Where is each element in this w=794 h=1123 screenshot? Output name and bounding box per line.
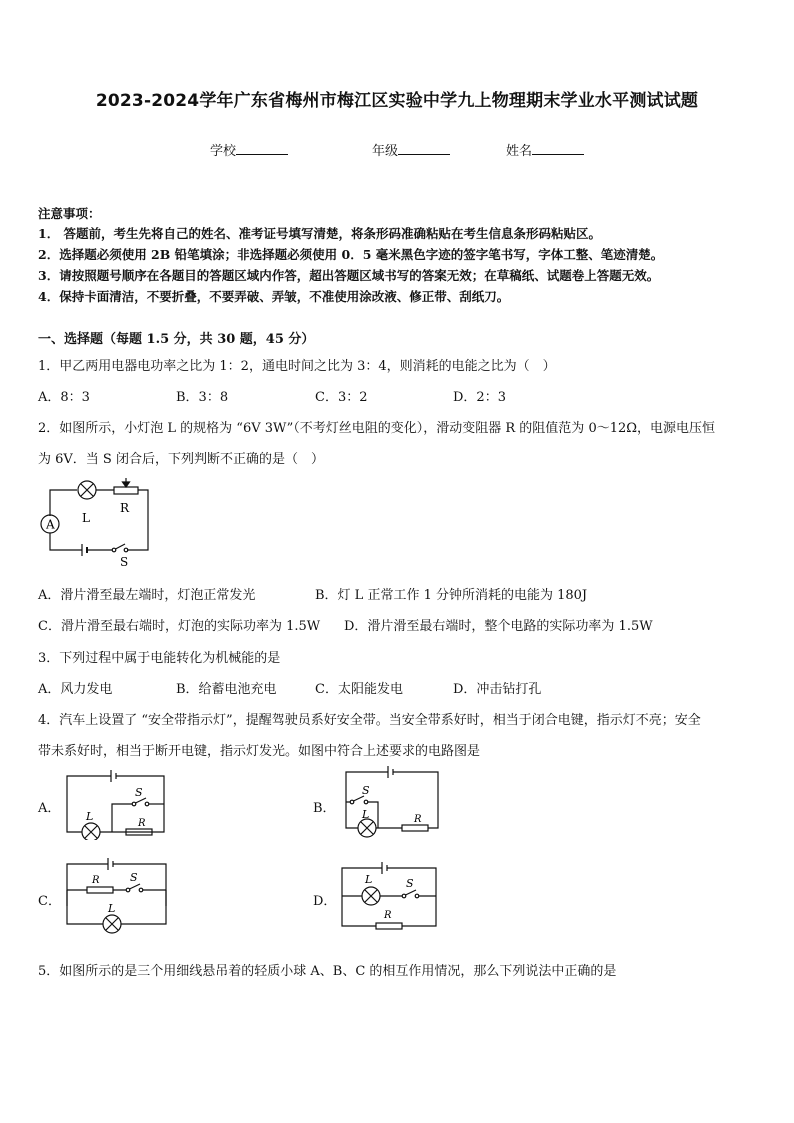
note-item: 2．选择题必须使用 2B 铅笔填涂；非选择题必须使用 0．5 毫米黑色字迹的签字笔书写，字体工整、笔迹清楚。 [38, 247, 664, 262]
grade-field [372, 140, 450, 159]
rheostat-label: R [120, 501, 130, 515]
resistor-label: R [414, 814, 422, 825]
q2-option-c: C．滑片滑至最右端时，灯泡的实际功率为 1.5W [38, 619, 321, 634]
q4-option-b-label: B． [313, 801, 336, 816]
grade-blank [398, 142, 450, 155]
q4-stem-line2: 带未系好时，相当于断开电键，指示灯发光。如图中符合上述要求的电路图是 [38, 744, 481, 759]
q1-option-d: D．2：3 [453, 390, 506, 405]
q2-circuit-diagram [36, 476, 156, 572]
switch-label: S [130, 871, 138, 884]
q1-option-c: C．3：2 [315, 390, 368, 405]
q4-option-a-label: A． [38, 801, 61, 816]
q2-option-a: A．滑片滑至最左端时，灯泡正常发光 [38, 588, 256, 603]
switch-label: S [362, 784, 370, 797]
note-item: 4．保持卡面清洁，不要折叠，不要弄破、弄皱，不准使用涂改液、修正带、刮纸刀。 [38, 289, 510, 304]
q3-option-c: C．太阳能发电 [315, 682, 403, 697]
switch-label: S [120, 555, 129, 569]
lamp-label: L [82, 511, 90, 525]
notes-heading: 注意事项： [38, 206, 101, 221]
q4-stem-line1: 4．汽车上设置了 “安全带指示灯”，提醒驾驶员系好安全带。当安全带系好时，相当于闭合电键，指示灯不亮；安全 [38, 713, 701, 728]
page-title: 2023-2024学年广东省梅州市梅江区实验中学九上物理期末学业水平测试试题 [95, 91, 699, 111]
q3-stem: 3．下列过程中属于电能转化为机械能的是 [38, 651, 281, 666]
name-label: 姓名 [506, 144, 533, 159]
section-heading: 一、选择题（每题 1.5 分，共 30 题，45 分） [38, 332, 315, 347]
q3-option-a: A．风力发电 [38, 682, 113, 697]
ammeter-label: A [46, 517, 55, 532]
q4-option-d-label: D． [313, 894, 337, 909]
q2-option-b: B．灯 L 正常工作 1 分钟所消耗的电能为 180J [315, 588, 588, 603]
q4-circuit-c [62, 856, 174, 938]
resistor-label: R [384, 910, 392, 921]
school-blank [236, 142, 288, 155]
lamp-label: L [108, 902, 116, 915]
q3-option-b: B．给蓄电池充电 [176, 682, 277, 697]
lamp-label: L [362, 808, 370, 821]
name-blank [532, 142, 584, 155]
q1-option-b: B．3：8 [176, 390, 229, 405]
lamp-label: L [86, 810, 94, 823]
lamp-label: L [365, 873, 373, 886]
q2-stem-line1: 2．如图所示，小灯泡 L 的规格为 “6V 3W”（不考灯丝电阻的变化），滑动变阻器 R 的阻值范为 0～12Ω，电源电压恒 [38, 421, 716, 436]
q4-option-c-label: C． [38, 894, 61, 909]
school-label: 学校 [210, 144, 237, 159]
q4-circuit-b [338, 762, 446, 842]
q3-option-d: D．冲击钻打孔 [453, 682, 542, 697]
q2-option-d: D．滑片滑至最右端时，整个电路的实际功率为 1.5W [344, 619, 653, 634]
q2-stem-line2: 为 6V．当 S 闭合后，下列判断不正确的是（ ） [38, 452, 324, 467]
q1-stem: 1．甲乙两用电器电功率之比为 1：2，通电时间之比为 3：4，则消耗的电能之比为（ ） [38, 359, 556, 374]
school-field [210, 140, 288, 159]
switch-label: S [406, 877, 414, 890]
note-item: 1． 答题前，考生先将自己的姓名、准考证号填写清楚，将条形码准确粘贴在考生信息条形码粘贴区。 [38, 226, 602, 241]
note-item: 3．请按照题号顺序在各题目的答题区域内作答，超出答题区域书写的答案无效；在草稿纸、试题卷上答题无效。 [38, 268, 660, 283]
q4-circuit-a [62, 764, 170, 840]
q1-option-a: A．8：3 [38, 390, 90, 405]
resistor-label: R [92, 875, 100, 886]
q4-circuit-d [338, 860, 442, 938]
name-field [506, 140, 584, 159]
q5-stem: 5．如图所示的是三个用细线悬吊着的轻质小球 A、B、C 的相互作用情况，那么下列说法中正确的是 [38, 964, 617, 979]
grade-label: 年级 [372, 144, 399, 159]
switch-label: S [135, 786, 143, 799]
resistor-label: R [138, 818, 146, 829]
